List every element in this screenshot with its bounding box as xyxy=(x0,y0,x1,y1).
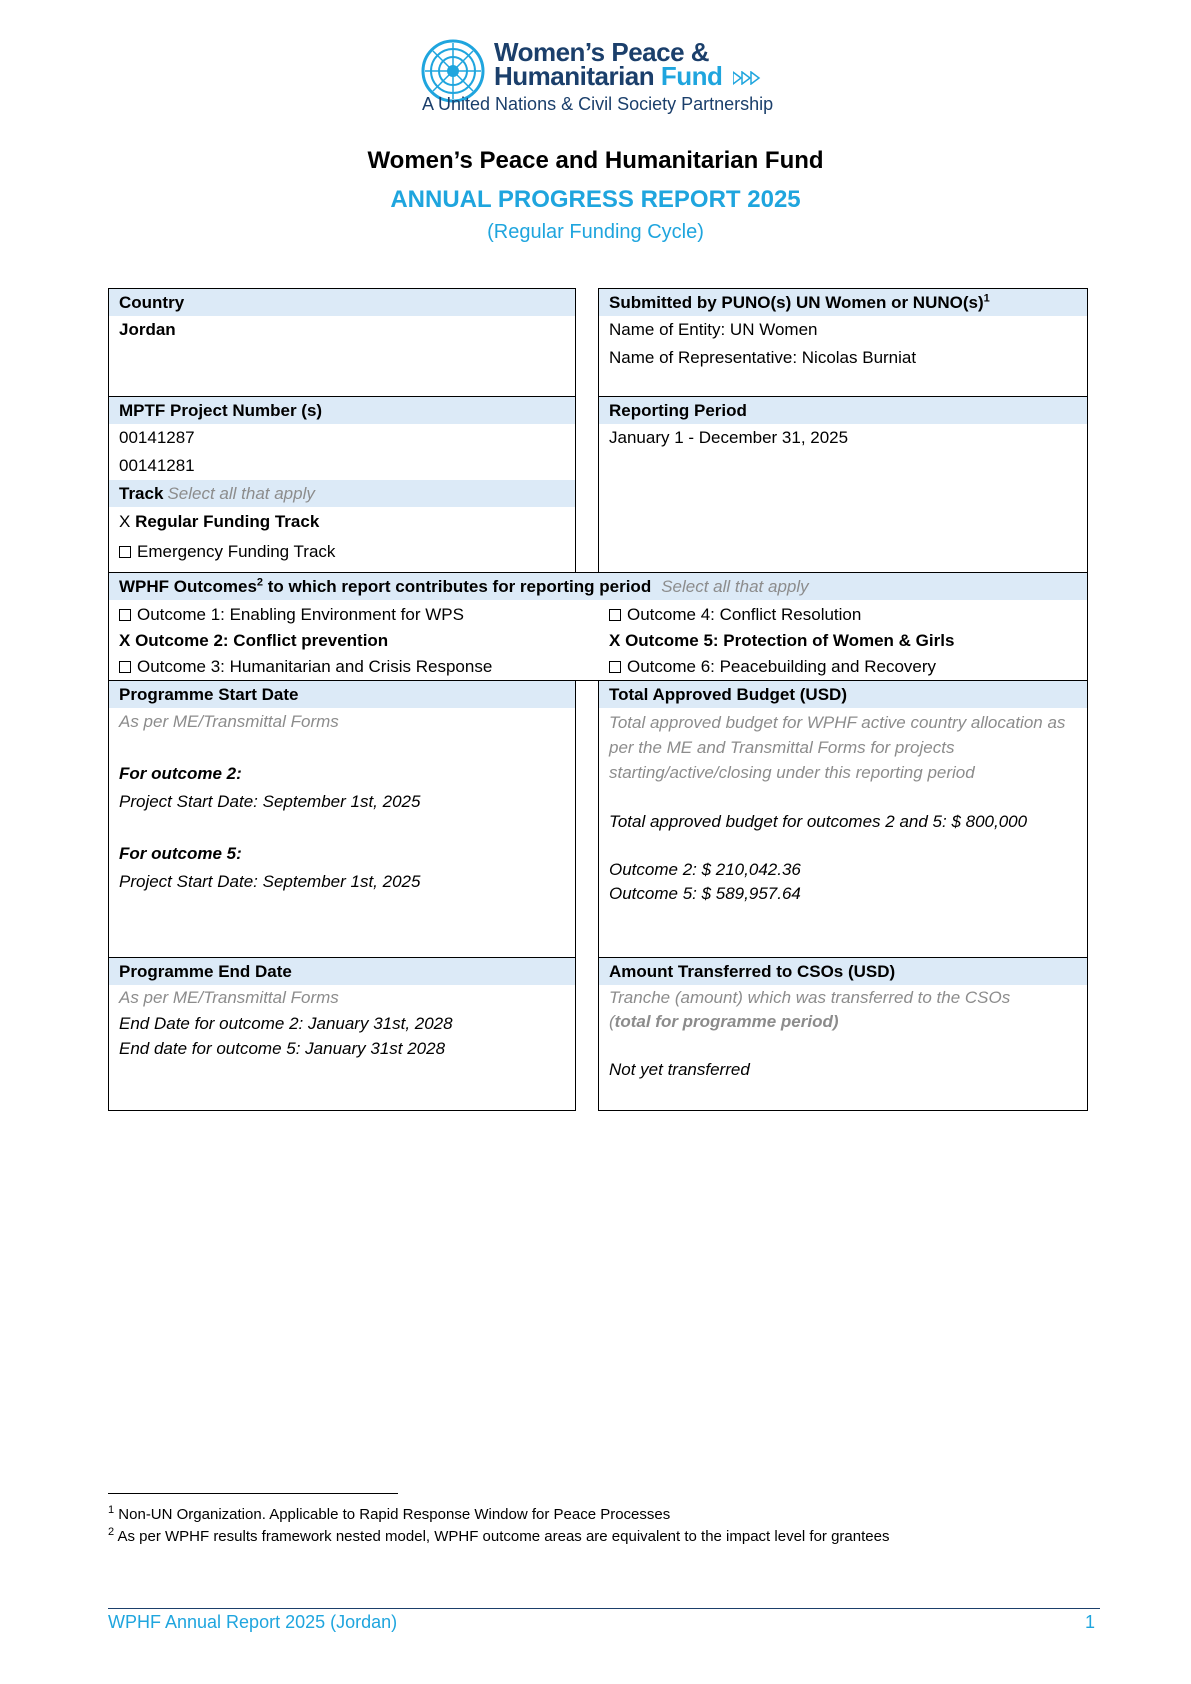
checkbox-icon xyxy=(609,661,621,673)
track-label-text: Track xyxy=(119,484,164,503)
outcome-3-label: Outcome 3: Humanitarian and Crisis Response xyxy=(137,657,493,676)
checkbox-icon xyxy=(609,609,621,621)
logo-word-humanitarian: Humanitarian xyxy=(494,61,655,91)
end-date-outcome-2: End Date for outcome 2: January 31st, 2028 xyxy=(119,1014,453,1033)
reporting-period-value: January 1 - December 31, 2025 xyxy=(609,428,849,447)
spacer xyxy=(599,1033,1087,1057)
transferred-hint-2 xyxy=(599,1011,1087,1033)
outcome-4-label: Outcome 4: Conflict Resolution xyxy=(627,605,862,624)
footer-divider xyxy=(108,1608,1100,1609)
track-emergency-label: Emergency Funding Track xyxy=(137,542,336,561)
footnote-2-text: As per WPHF results framework nested model, WPHF outcome areas are equivalent to the impact level for grantees xyxy=(117,1528,890,1545)
spacer xyxy=(599,834,1087,858)
start-date-outcome-2-heading: For outcome 2: xyxy=(119,764,242,783)
track-hint: Select all that apply xyxy=(167,484,315,503)
end-date-box xyxy=(108,957,576,1111)
logo-line1: Women’s Peace & xyxy=(494,37,710,67)
start-date-label: Programme Start Date xyxy=(109,681,575,708)
project-number-label: MPTF Project Number (s) xyxy=(109,397,575,424)
footnote-2 xyxy=(108,1528,889,1545)
project-number-1: 00141287 xyxy=(119,428,195,447)
budget-outcome-2: Outcome 2: $ 210,042.36 xyxy=(609,860,801,879)
spacer xyxy=(109,736,575,760)
project-number-2: 00141281 xyxy=(119,456,195,475)
wphf-logo xyxy=(420,36,780,120)
footnote-ref-2: 2 xyxy=(256,576,264,589)
country-box xyxy=(108,288,576,397)
budget-hint: Total approved budget for WPHF active country allocation as per the ME and Transmittal Forms for projects starting/active/closing under this reporting period xyxy=(609,713,1066,782)
outcomes-grid xyxy=(109,600,1087,680)
logo-word-fund: Fund xyxy=(660,61,723,91)
checkbox-icon xyxy=(119,546,131,558)
start-date-outcome-5-heading: For outcome 5: xyxy=(119,844,242,863)
spacer xyxy=(109,816,575,840)
footnote-1-number: 1 xyxy=(108,1504,115,1516)
transferred-hint-bold: total for programme period) xyxy=(614,1012,839,1031)
outcome-2-label: Outcome 2: Conflict prevention xyxy=(135,631,389,650)
start-date-box xyxy=(108,680,576,958)
checkbox-icon xyxy=(119,661,131,673)
track-option-regular xyxy=(109,507,575,537)
track-option-emergency xyxy=(109,537,575,567)
submitted-by-box xyxy=(598,288,1088,397)
logo-tagline: A United Nations & Civil Society Partnership xyxy=(422,94,774,114)
transferred-box xyxy=(598,957,1088,1111)
outcome-1-label: Outcome 1: Enabling Environment for WPS xyxy=(137,605,464,624)
outcome-6 xyxy=(609,654,1077,680)
track-regular-mark: X xyxy=(119,512,131,531)
end-date-label: Programme End Date xyxy=(109,958,575,985)
document-title: Women’s Peace and Humanitarian Fund xyxy=(367,147,824,174)
project-number-box xyxy=(108,396,576,573)
budget-box xyxy=(598,680,1088,958)
country-label: Country xyxy=(109,289,575,316)
track-label xyxy=(109,480,575,507)
budget-label: Total Approved Budget (USD) xyxy=(599,681,1087,708)
spacer xyxy=(599,785,1087,809)
transferred-label: Amount Transferred to CSOs (USD) xyxy=(599,958,1087,985)
budget-total: Total approved budget for outcomes 2 and 5: $ 800,000 xyxy=(609,812,1028,831)
footnote-2-number: 2 xyxy=(108,1526,115,1538)
outcomes-label-text-a: WPHF Outcomes xyxy=(119,577,257,596)
country-value: Jordan xyxy=(119,320,176,339)
track-regular-label: Regular Funding Track xyxy=(135,512,320,531)
outcome-5-label: Outcome 5: Protection of Women & Girls xyxy=(625,631,955,650)
start-date-outcome-5: Project Start Date: September 1st, 2025 xyxy=(119,872,421,891)
entity-name: Name of Entity: UN Women xyxy=(609,320,818,339)
transferred-value: Not yet transferred xyxy=(609,1060,750,1079)
arrows-icon xyxy=(733,71,763,85)
representative-name: Name of Representative: Nicolas Burniat xyxy=(609,348,917,367)
outcome-3 xyxy=(119,654,609,680)
outcomes-hint: Select all that apply xyxy=(661,577,809,596)
reporting-period-box xyxy=(598,396,1088,573)
outcome-2: X Outcome 2: Conflict prevention xyxy=(119,631,389,650)
page-number: 1 xyxy=(1084,1612,1095,1632)
funding-cycle-subtitle: (Regular Funding Cycle) xyxy=(487,221,704,243)
transferred-hint-1: Tranche (amount) which was transferred to the CSOs xyxy=(609,988,1011,1007)
outcome-6-label: Outcome 6: Peacebuilding and Recovery xyxy=(627,657,937,676)
outcome-4 xyxy=(609,602,1077,628)
budget-outcome-5: Outcome 5: $ 589,957.64 xyxy=(609,884,801,903)
checkbox-icon xyxy=(119,609,131,621)
outcome-1 xyxy=(119,602,609,628)
outcomes-label xyxy=(109,573,1087,600)
transferred-hint-paren: ( xyxy=(609,1012,615,1031)
footnote-1 xyxy=(108,1506,670,1523)
start-date-hint: As per ME/Transmittal Forms xyxy=(119,712,339,731)
outcome-5: X Outcome 5: Protection of Women & Girls xyxy=(609,631,955,650)
footnote-1-text: Non-UN Organization. Applicable to Rapid Response Window for Peace Processes xyxy=(118,1506,671,1523)
reporting-period-label: Reporting Period xyxy=(599,397,1087,424)
footer-title: WPHF Annual Report 2025 (Jordan) xyxy=(108,1612,398,1632)
footnote-ref-1: 1 xyxy=(983,292,990,305)
outcomes-label-text-b: to which report contributes for reporting period xyxy=(263,577,652,596)
submitted-by-label xyxy=(599,289,1087,316)
logo-line2 xyxy=(494,62,763,90)
end-date-hint: As per ME/Transmittal Forms xyxy=(119,988,339,1007)
footnote-divider xyxy=(108,1493,398,1494)
report-title: ANNUAL PROGRESS REPORT 2025 xyxy=(390,186,801,213)
end-date-outcome-5: End date for outcome 5: January 31st 2028 xyxy=(119,1039,446,1058)
outcomes-box xyxy=(108,572,1088,681)
submitted-by-label-text: Submitted by PUNO(s) UN Women or NUNO(s) xyxy=(609,293,984,312)
start-date-outcome-2: Project Start Date: September 1st, 2025 xyxy=(119,792,421,811)
